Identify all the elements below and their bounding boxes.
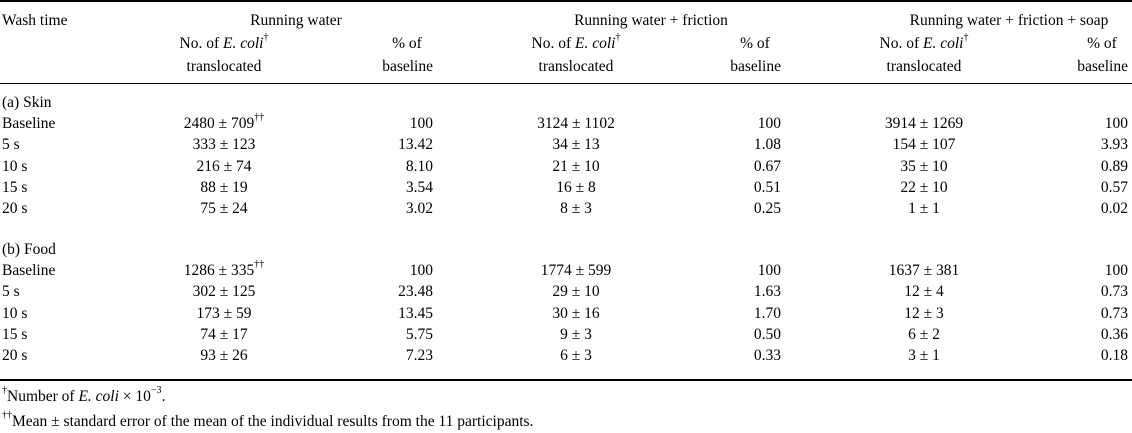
row-wash-time: 20 s [2, 200, 28, 217]
footnote-2-mark: †† [2, 410, 12, 421]
percent-cell: 0.51 [753, 178, 781, 196]
count-cell [900, 180, 947, 196]
row-wash-time: Baseline [2, 115, 56, 133]
count-cell [893, 137, 956, 153]
percent-cell: 100 [757, 262, 781, 280]
count-cell [556, 180, 596, 196]
footnote-1-end: . [161, 388, 166, 405]
percent-cell: 100 [1104, 262, 1128, 280]
count-value: 21 ± 10 [552, 157, 600, 175]
percent-cell: 1.08 [753, 136, 781, 154]
percent-cell: 0.73 [1100, 283, 1128, 301]
section-label: (b) Food [2, 241, 56, 258]
count-cell [200, 201, 247, 217]
count-value: 154 ± 107 [892, 136, 956, 154]
count-value: 6 ± 2 [908, 325, 940, 343]
count-value: 1 ± 1 [908, 200, 940, 217]
count-header-mark: † [963, 32, 969, 43]
count-cell [541, 263, 612, 279]
percent-cell: 13.45 [398, 304, 433, 322]
count-value: 3914 ± 1269 [884, 115, 964, 133]
percent-cell: 3.02 [405, 200, 433, 217]
count-footnote-mark: †† [254, 259, 265, 271]
percent-cell: 1.70 [753, 304, 781, 322]
count-cell [904, 306, 944, 322]
count-header [531, 32, 621, 52]
count-cell [560, 201, 592, 217]
count-cell [904, 284, 944, 300]
count-cell [200, 180, 247, 196]
wash-time-header: Wash time [2, 12, 68, 29]
count-value: 1286 ± 335 [183, 262, 255, 280]
percent-cell: 3.54 [405, 178, 433, 196]
count-cell [183, 259, 265, 280]
percent-cell: 0.50 [753, 325, 781, 343]
count-cell [560, 327, 592, 343]
footnote-1-species: E. coli [78, 388, 119, 405]
count-cell [908, 348, 940, 364]
footnote-1 [2, 385, 166, 405]
percent-cell: 100 [757, 115, 781, 133]
group-header-running-water-friction: Running water + friction [574, 12, 728, 29]
row-wash-time: 15 s [2, 325, 28, 343]
count-value: 30 ± 16 [552, 304, 600, 322]
count-value: 1637 ± 381 [888, 262, 960, 280]
footnote-1-prefix: Number of [7, 388, 79, 405]
count-header-species: E. coli [575, 35, 616, 52]
count-value: 216 ± 74 [196, 157, 252, 175]
footnote-1-mark: † [2, 385, 7, 396]
count-cell [200, 327, 247, 343]
count-cell [885, 116, 963, 132]
count-value: 12 ± 4 [904, 283, 944, 301]
percent-cell: 23.48 [398, 283, 433, 301]
count-header-prefix: No. of [531, 35, 576, 52]
footnote-2 [2, 410, 534, 430]
count-footnote-mark: †† [254, 112, 265, 124]
count-cell [183, 112, 265, 133]
count-value: 88 ± 19 [200, 178, 248, 196]
count-cell [908, 201, 940, 217]
percent-cell: 100 [409, 115, 433, 133]
count-header [179, 32, 269, 52]
row-wash-time: 15 s [2, 178, 28, 196]
footnote-1-suffix: × 10 [118, 388, 151, 405]
count-value: 3 ± 1 [908, 347, 940, 364]
pct-header-line2: baseline [1077, 58, 1128, 75]
row-wash-time: 5 s [2, 136, 20, 154]
count-value: 22 ± 10 [900, 178, 948, 196]
count-value: 75 ± 24 [200, 200, 248, 217]
pct-header-line1: % of [1087, 35, 1117, 52]
percent-cell: 0.18 [1100, 347, 1128, 364]
pct-header-line1: % of [392, 35, 422, 52]
pct-header-line1: % of [740, 35, 770, 52]
section-label: (a) Skin [2, 94, 52, 111]
top-rule [0, 0, 1132, 2]
row-wash-time: 10 s [2, 157, 28, 175]
count-value: 302 ± 125 [192, 283, 256, 301]
count-value: 12 ± 3 [904, 304, 944, 322]
count-cell [196, 306, 251, 322]
count-header-line2: translocated [886, 58, 962, 75]
count-value: 2480 ± 709 [183, 115, 255, 133]
percent-cell: 0.02 [1100, 200, 1128, 217]
count-header-mark: † [263, 32, 269, 43]
count-cell [560, 348, 592, 364]
group-header-running-water: Running water [250, 12, 342, 29]
count-cell [196, 159, 251, 175]
count-value: 6 ± 3 [560, 347, 592, 364]
footnote-2-text: Mean ± standard error of the mean of the individual results from the 11 participants. [12, 413, 534, 430]
percent-cell: 7.23 [405, 347, 433, 364]
percent-cell: 100 [1104, 115, 1128, 133]
count-value: 16 ± 8 [556, 178, 596, 196]
count-header-species: E. coli [223, 35, 264, 52]
count-value: 74 ± 17 [200, 325, 248, 343]
count-value: 8 ± 3 [560, 200, 592, 217]
count-value: 29 ± 10 [552, 283, 600, 301]
percent-cell: 13.42 [398, 136, 433, 154]
row-wash-time: 5 s [2, 283, 20, 301]
count-cell [193, 284, 256, 300]
count-header-species: E. coli [923, 35, 964, 52]
count-cell [552, 159, 599, 175]
percent-cell: 3.93 [1100, 136, 1128, 154]
count-cell [889, 263, 960, 279]
count-cell [200, 348, 247, 364]
percent-cell: 0.73 [1100, 304, 1128, 322]
count-header-line2: translocated [538, 58, 614, 75]
row-wash-time: Baseline [2, 262, 56, 280]
count-value: 35 ± 10 [900, 157, 948, 175]
count-value: 1774 ± 599 [540, 262, 612, 280]
count-value: 93 ± 26 [200, 347, 248, 364]
count-header-line2: translocated [186, 58, 262, 75]
count-cell [900, 159, 947, 175]
count-cell [193, 137, 256, 153]
row-wash-time: 10 s [2, 304, 28, 322]
count-cell [552, 137, 599, 153]
count-value: 333 ± 123 [192, 136, 256, 154]
percent-cell: 0.67 [753, 157, 781, 175]
percent-cell: 1.63 [753, 283, 781, 301]
header-rule [0, 83, 1132, 84]
count-header [879, 32, 969, 52]
count-cell [552, 284, 599, 300]
count-header-prefix: No. of [879, 35, 924, 52]
count-value: 9 ± 3 [560, 325, 592, 343]
group-header-running-water-friction-soap: Running water + friction + soap [909, 12, 1109, 29]
percent-cell: 8.10 [405, 157, 433, 175]
percent-cell: 100 [409, 262, 433, 280]
percent-cell: 0.36 [1100, 325, 1128, 343]
count-cell [552, 306, 599, 322]
count-header-prefix: No. of [179, 35, 224, 52]
count-value: 3124 ± 1102 [537, 115, 615, 133]
count-header-mark: † [615, 32, 621, 43]
bottom-rule [0, 379, 1132, 381]
row-wash-time: 20 s [2, 347, 28, 364]
percent-cell: 0.25 [753, 200, 781, 217]
percent-cell: 0.33 [753, 347, 781, 364]
percent-cell: 5.75 [405, 325, 433, 343]
pct-header-line2: baseline [730, 58, 781, 75]
pct-header-line2: baseline [382, 58, 433, 75]
count-cell [537, 116, 615, 132]
count-value: 34 ± 13 [552, 136, 600, 154]
percent-cell: 0.57 [1100, 178, 1128, 196]
percent-cell: 0.89 [1100, 157, 1128, 175]
count-cell [908, 327, 940, 343]
count-value: 173 ± 59 [196, 304, 252, 322]
footnote-1-exponent: −3 [150, 385, 162, 396]
